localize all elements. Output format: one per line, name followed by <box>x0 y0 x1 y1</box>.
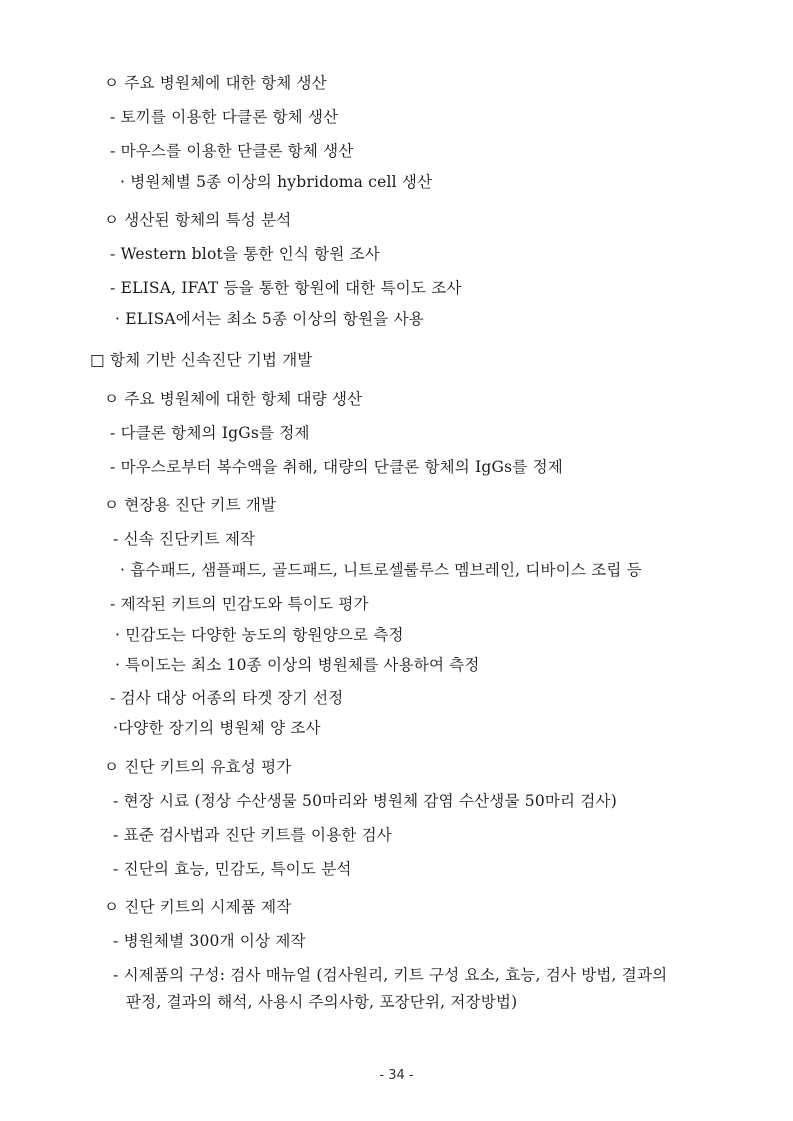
list-item-dash: - 현장 시료 (정상 수산생물 50마리와 병원체 감염 수산생물 50마리 검사) <box>113 792 617 810</box>
list-item-dash: - 병원체별 300개 이상 제작 <box>113 932 306 950</box>
list-item-dash: - 마우스를 이용한 단클론 항체 생산 <box>110 142 354 160</box>
list-item-dot: · 특이도는 최소 10종 이상의 병원체를 사용하여 측정 <box>115 656 480 674</box>
heading-circle-6: ㅇ 진단 키트의 시제품 제작 <box>104 898 292 916</box>
heading-circle-2: ㅇ 생산된 항체의 특성 분석 <box>104 211 292 229</box>
list-item-dash: - 진단의 효능, 민감도, 특이도 분석 <box>113 860 352 878</box>
heading-circle-4: ㅇ 현장용 진단 키트 개발 <box>104 496 277 514</box>
heading-circle-1: ㅇ 주요 병원체에 대한 항체 생산 <box>104 74 327 92</box>
list-item-dot: · 민감도는 다양한 농도의 항원양으로 측정 <box>115 626 404 644</box>
list-item-dot: · 병원체별 5종 이상의 hybridoma cell 생산 <box>120 173 433 191</box>
list-item-continuation: 판정, 결과의 해석, 사용시 주의사항, 포장단위, 저장방법) <box>126 993 518 1011</box>
list-item-dot: · ELISA에서는 최소 5종 이상의 항원을 사용 <box>115 310 424 328</box>
heading-circle-3: ㅇ 주요 병원체에 대한 항체 대량 생산 <box>104 390 363 408</box>
list-item-dash: - 표준 검사법과 진단 키트를 이용한 검사 <box>113 826 392 844</box>
list-item-dash: - 신속 진단키트 제작 <box>113 530 256 548</box>
list-item-dot: · 흡수패드, 샘플패드, 골드패드, 니트로셀룰루스 멤브레인, 디바이스 조립 등 <box>120 561 642 579</box>
list-item-dash: - ELISA, IFAT 등을 통한 항원에 대한 특이도 조사 <box>110 279 462 297</box>
list-item-dash: - 다클론 항체의 IgGs를 정제 <box>110 424 310 442</box>
page-number: - 34 - <box>379 1068 414 1083</box>
list-item-dash: - 제작된 키트의 민감도와 특이도 평가 <box>110 595 369 613</box>
list-item-dash: - 토끼를 이용한 다클론 항체 생산 <box>110 108 339 126</box>
heading-circle-5: ㅇ 진단 키트의 유효성 평가 <box>104 758 292 776</box>
list-item-dash: - 시제품의 구성: 검사 매뉴얼 (검사원리, 키트 구성 요소, 효능, 검사 방법, 결과의 <box>113 966 668 984</box>
list-item-dot: ·다양한 장기의 병원체 양 조사 <box>113 719 321 737</box>
section-heading-box: □ 항체 기반 신속진단 기법 개발 <box>90 351 313 369</box>
list-item-dash: - Western blot을 통한 인식 항원 조사 <box>110 245 380 263</box>
list-item-dash: - 검사 대상 어종의 타겟 장기 선정 <box>110 689 344 707</box>
list-item-dash: - 마우스로부터 복수액을 취해, 대량의 단클론 항체의 IgGs를 정제 <box>110 458 563 476</box>
